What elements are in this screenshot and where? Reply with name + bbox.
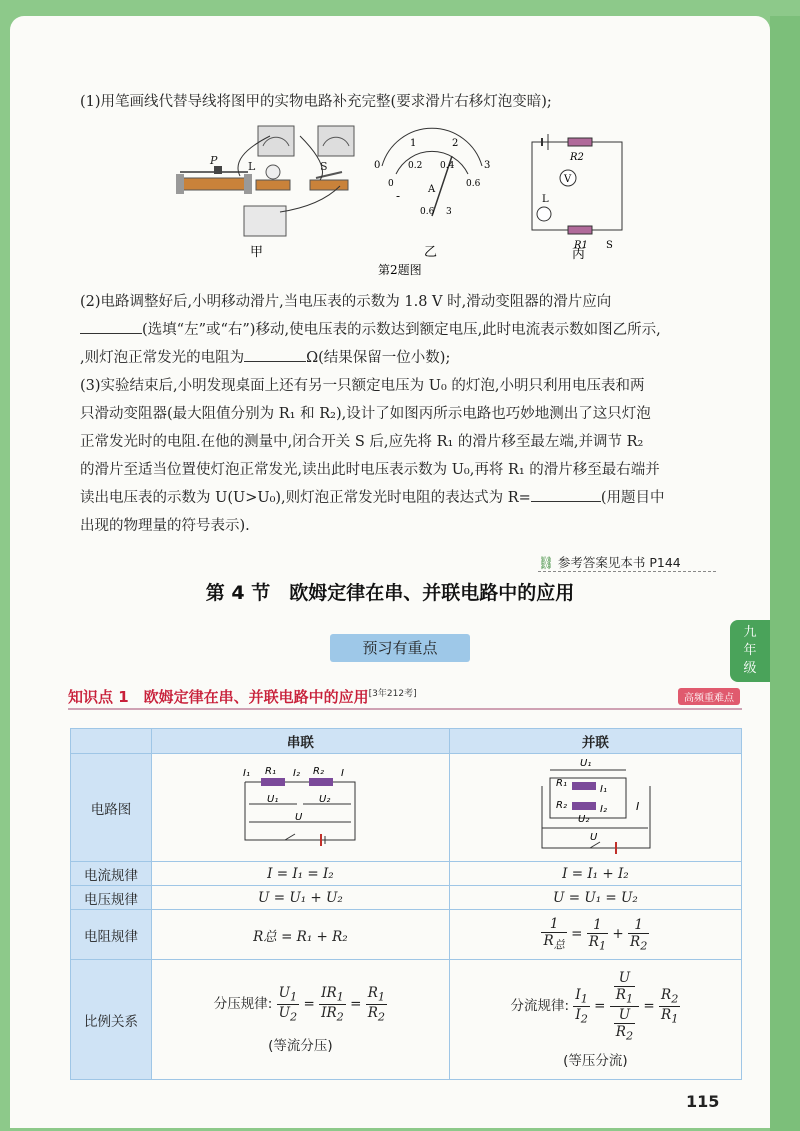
q3-line-2: 只滑动变阻器(最大阻值分别为 R₁ 和 R₂),设计了如图丙所示电路也巧妙地测出了这只灯泡 [80, 406, 651, 422]
row-label-voltage: 电压规律 [71, 886, 152, 910]
s-U: U [295, 811, 303, 823]
rheostat-apparatus [176, 154, 252, 194]
answer-reference: ⛓ 参考答案见本书 P144 [538, 555, 681, 570]
q2-line-b: (选填“左”或“右”)移动,使电压表的示数达到额定电压,此时电流表示数如图乙所示, [142, 322, 661, 338]
c-V-label: V [564, 174, 572, 185]
parallel-ratio-cell: 分流规律: $\frac{I_1}{I_2}$ = U $R_1$ U $R_2$ = $\frac{R_2}{R_1}$ (等压分流) [449, 960, 741, 1080]
dial-unit: A [428, 184, 436, 195]
fig-label-a: 甲 [250, 245, 264, 260]
bulb-apparatus [248, 160, 290, 190]
c-R1-label: R1 [574, 240, 588, 251]
grade-side-tab [730, 620, 770, 682]
switch-S-label: S [320, 160, 328, 173]
link-icon: ⛓ [538, 555, 554, 570]
terminal-3: 3 [446, 207, 452, 217]
series-resistance-law: R总 = R₁ + R₂ [152, 910, 450, 960]
rheostat-P-label: P [210, 154, 218, 167]
parallel-circuit-cell [449, 754, 741, 862]
row-label-diagram: 电路图 [71, 754, 152, 862]
dial-bottom-0: 0 [388, 179, 394, 189]
section-title: 第 4 节 欧姆定律在串、并联电路中的应用 [205, 582, 575, 604]
parallel-ratio-note: (等压分流) [563, 1052, 628, 1069]
side-tab-char-3: 级 [743, 661, 757, 676]
p-I: I [636, 799, 640, 813]
q3-line-3: 正常发光时的电阻.在他的测量中,闭合开关 S 后,应先将 R₁ 的滑片移至最左端,并调节 R₂ [80, 434, 644, 450]
bulb-L-label: L [248, 160, 256, 173]
q3-line-4: 的滑片至适当位置使灯泡正常发光,读出此时电压表示数为 U₀,再将 R₁ 的滑片移至最右端并 [80, 462, 660, 478]
side-tab-char-1: 九 [743, 625, 757, 640]
terminal-06: 0.6 [420, 207, 435, 217]
p-R2: R₂ [556, 799, 568, 811]
page-number: 115 [686, 1092, 720, 1111]
dial-bottom-1: 0.2 [408, 161, 423, 171]
figure-caption: 第2题图 [378, 263, 422, 276]
preview-banner: 预习有重点 [330, 634, 470, 662]
p-U2: U₂ [578, 813, 590, 825]
knowledge-stat: [3年212考] [368, 689, 417, 699]
parallel-ratio-prefix: 分流规律: [510, 998, 570, 1015]
q2-line-c2: Ω(结果保留一位小数); [306, 350, 451, 366]
c-R2-label: R2 [570, 152, 584, 163]
parallel-current-law: I = I₁ + I₂ [449, 862, 741, 886]
figure-2 [170, 116, 640, 276]
series-circuit-diagram [225, 760, 375, 852]
ammeter-dial [374, 128, 490, 217]
dial-top-1: 1 [410, 138, 417, 149]
row-label-ratio: 比例关系 [71, 960, 152, 1080]
q3-line-5b: (用题目中 [600, 490, 665, 506]
q2-blank-resistance[interactable] [244, 347, 306, 362]
series-ratio-cell: 分压规律: $\frac{U_1}{U_2}$ = $\frac{IR_1}{IR_2}$ = $\frac{R_1}{R_2}$ (等流分压) [152, 960, 450, 1080]
dial-bottom-3: 0.6 [466, 179, 481, 189]
question-3 [80, 372, 710, 540]
c-S-label: S [606, 240, 613, 251]
circuit-diagram-c [532, 134, 622, 234]
knowledge-point-header [68, 686, 742, 710]
s-I2: I₂ [293, 767, 301, 779]
c-L-label: L [542, 194, 549, 205]
switch-apparatus [310, 160, 348, 190]
textbook-page [10, 16, 770, 1128]
q3-line-1: (3)实验结束后,小明发现桌面上还有另一只额定电压为 U₀ 的灯泡,小明只利用电压表和两 [80, 378, 645, 394]
q3-line-5a: 读出电压表的示数为 U(U>U₀),则灯泡正常发光时电阻的表达式为 R= [80, 490, 531, 506]
fig-label-b: 乙 [424, 245, 438, 260]
fig-label-c: 丙 [572, 247, 586, 262]
series-ratio-prefix: 分压规律: [213, 996, 273, 1013]
s-U2: U₂ [319, 793, 331, 805]
knowledge-point-label: 知识点 1 欧姆定律在串、并联电路中的应用[3年212考] [68, 688, 417, 706]
row-label-resistance: 电阻规律 [71, 910, 152, 960]
page-edge [770, 16, 800, 1131]
p-R1: R₁ [556, 777, 568, 789]
header-parallel: 并联 [449, 729, 741, 754]
parallel-circuit-diagram [520, 756, 670, 856]
q3-line-6: 出现的物理量的符号表示). [80, 518, 250, 534]
voltmeter-apparatus [258, 126, 294, 156]
q2-line-a: (2)电路调整好后,小明移动滑片,当电压表的示数为 1.8 V 时,滑动变阻器的滑片应向 [80, 294, 612, 310]
side-tab-char-2: 年 [743, 643, 757, 658]
p-U: U [590, 831, 598, 843]
row-label-current: 电流规律 [71, 862, 152, 886]
s-R1: R₁ [265, 765, 277, 777]
ammeter-apparatus [318, 126, 354, 156]
dial-top-2: 2 [452, 138, 459, 149]
series-current-law: I = I₁ = I₂ [152, 862, 450, 886]
series-voltage-law: U = U₁ + U₂ [152, 886, 450, 910]
terminal-minus: - [396, 189, 401, 203]
q2-line-c1: ,则灯泡正常发光的电阻为 [80, 350, 245, 366]
dial-bottom-2: 0.4 [440, 161, 455, 171]
table-corner [71, 729, 152, 754]
p-I1: I₁ [600, 783, 608, 795]
q2-blank-direction[interactable] [80, 319, 142, 334]
header-series: 串联 [152, 729, 450, 754]
s-R2: R₂ [313, 765, 325, 777]
parallel-resistance-law: $\frac{1}{R_总}$ = $\frac{1}{R_1}$ + $\frac{1}{R_2}$ [449, 910, 741, 960]
answer-underline [538, 571, 716, 572]
power-supply [244, 206, 286, 236]
series-ratio-note: (等流分压) [268, 1037, 333, 1054]
s-I: I [341, 767, 345, 779]
parallel-voltage-law: U = U₁ = U₂ [449, 886, 741, 910]
series-circuit-cell [152, 754, 450, 862]
question-1: (1)用笔画线代替导线将图甲的实物电路补充完整(要求滑片右移灯泡变暗); [80, 94, 552, 110]
p-U1: U₁ [580, 757, 592, 769]
comparison-table [70, 728, 742, 1080]
s-I1: I₁ [243, 767, 251, 779]
question-2 [80, 288, 710, 372]
frequency-tag: 高频重难点 [678, 688, 740, 705]
s-U1: U₁ [267, 793, 279, 805]
dial-top-0: 0 [374, 160, 381, 171]
q3-blank-expression[interactable] [531, 487, 601, 502]
dial-top-3: 3 [484, 160, 491, 171]
p-I2: I₂ [600, 803, 608, 815]
